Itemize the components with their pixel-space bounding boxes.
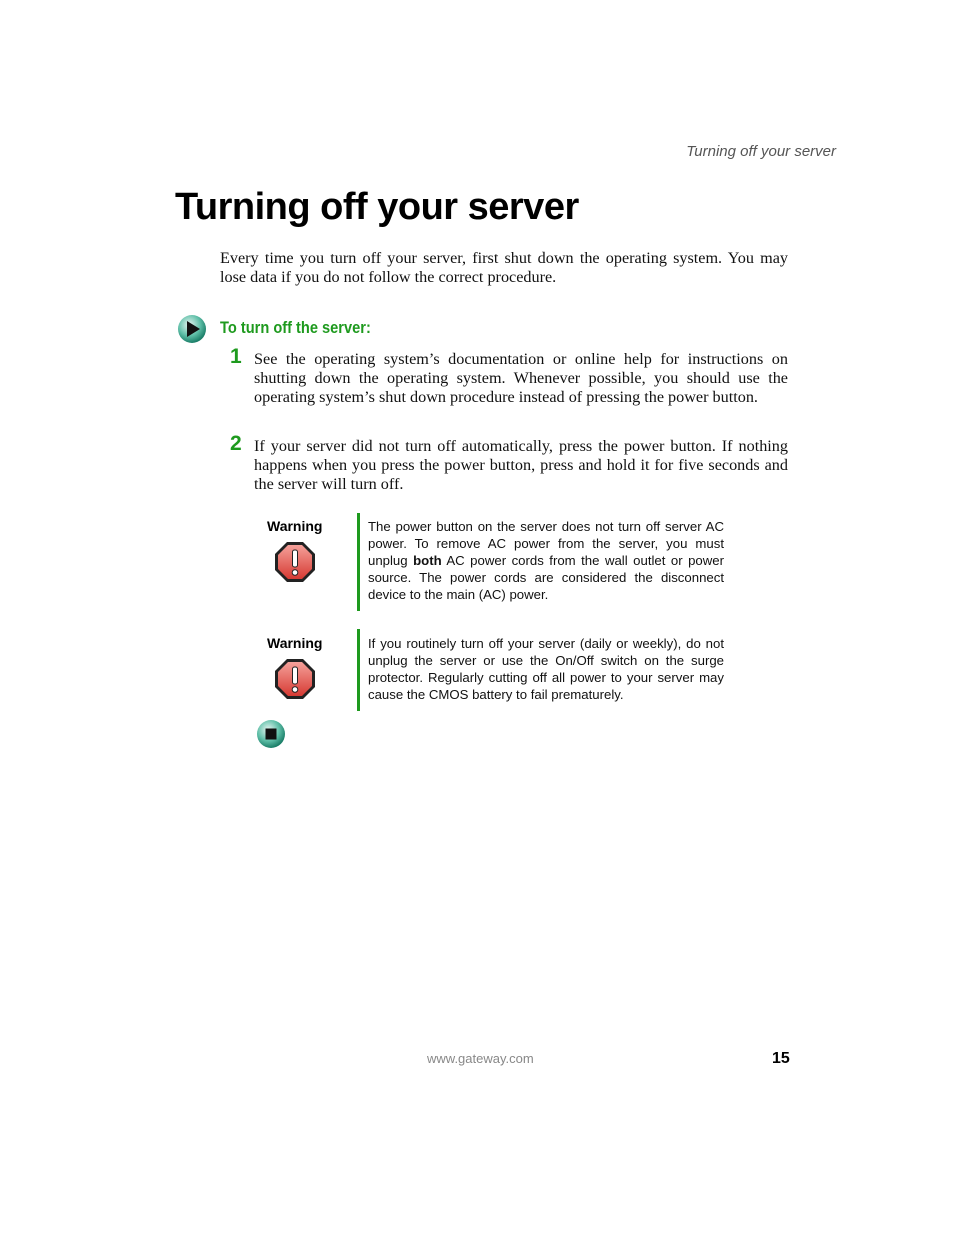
warning-label: Warning: [267, 518, 323, 534]
page-number: 15: [772, 1050, 790, 1067]
warning-stop-icon: [274, 658, 316, 700]
warning-text: If you routinely turn off your server (daily or weekly), do not unplug the server or use the On/Off switch on the surge protector. Regularly cutting off all power to your server may cause the CMOS battery to fail prematurely.: [368, 636, 724, 703]
step-1: [230, 345, 788, 406]
page-title: Turning off your server: [175, 186, 579, 228]
warning-stop-icon: [274, 541, 316, 583]
running-head: Turning off your server: [686, 143, 836, 160]
warning-bar: [357, 629, 360, 711]
warning-label: Warning: [267, 635, 323, 651]
step-number: 2: [230, 432, 242, 455]
footer-url: www.gateway.com: [427, 1051, 534, 1066]
warning-bar: [357, 513, 360, 611]
step-text: If your server did not turn off automatically, press the power button. If nothing happens when you press the power button, press and hold it for five seconds and the server will turn off.: [254, 437, 788, 493]
warning-emphasis: both: [413, 553, 442, 569]
stop-square-icon: [256, 719, 286, 749]
warning-text-part: AC power cords from the wall outlet or power source. The power cords are considered the disconnect device to the main (AC) power.: [368, 553, 725, 603]
intro-paragraph: Every time you turn off your server, first shut down the operating system. You may lose data if you do not follow the correct procedure.: [220, 249, 788, 286]
play-arrow-icon: [177, 314, 207, 344]
step-2: [230, 432, 788, 493]
warning-text: [368, 518, 724, 603]
procedure-heading: To turn off the server:: [220, 318, 371, 337]
step-number: 1: [230, 345, 242, 368]
step-text: See the operating system’s documentation or online help for instructions on shutting down the operating system. Whenever possible, you should use the operating system’s shut down procedure instead of pressing the power button.: [254, 350, 788, 406]
warning-text-part: The power button on the server does not turn off server AC power. To remove AC power from the server, you must unplug: [368, 519, 724, 569]
